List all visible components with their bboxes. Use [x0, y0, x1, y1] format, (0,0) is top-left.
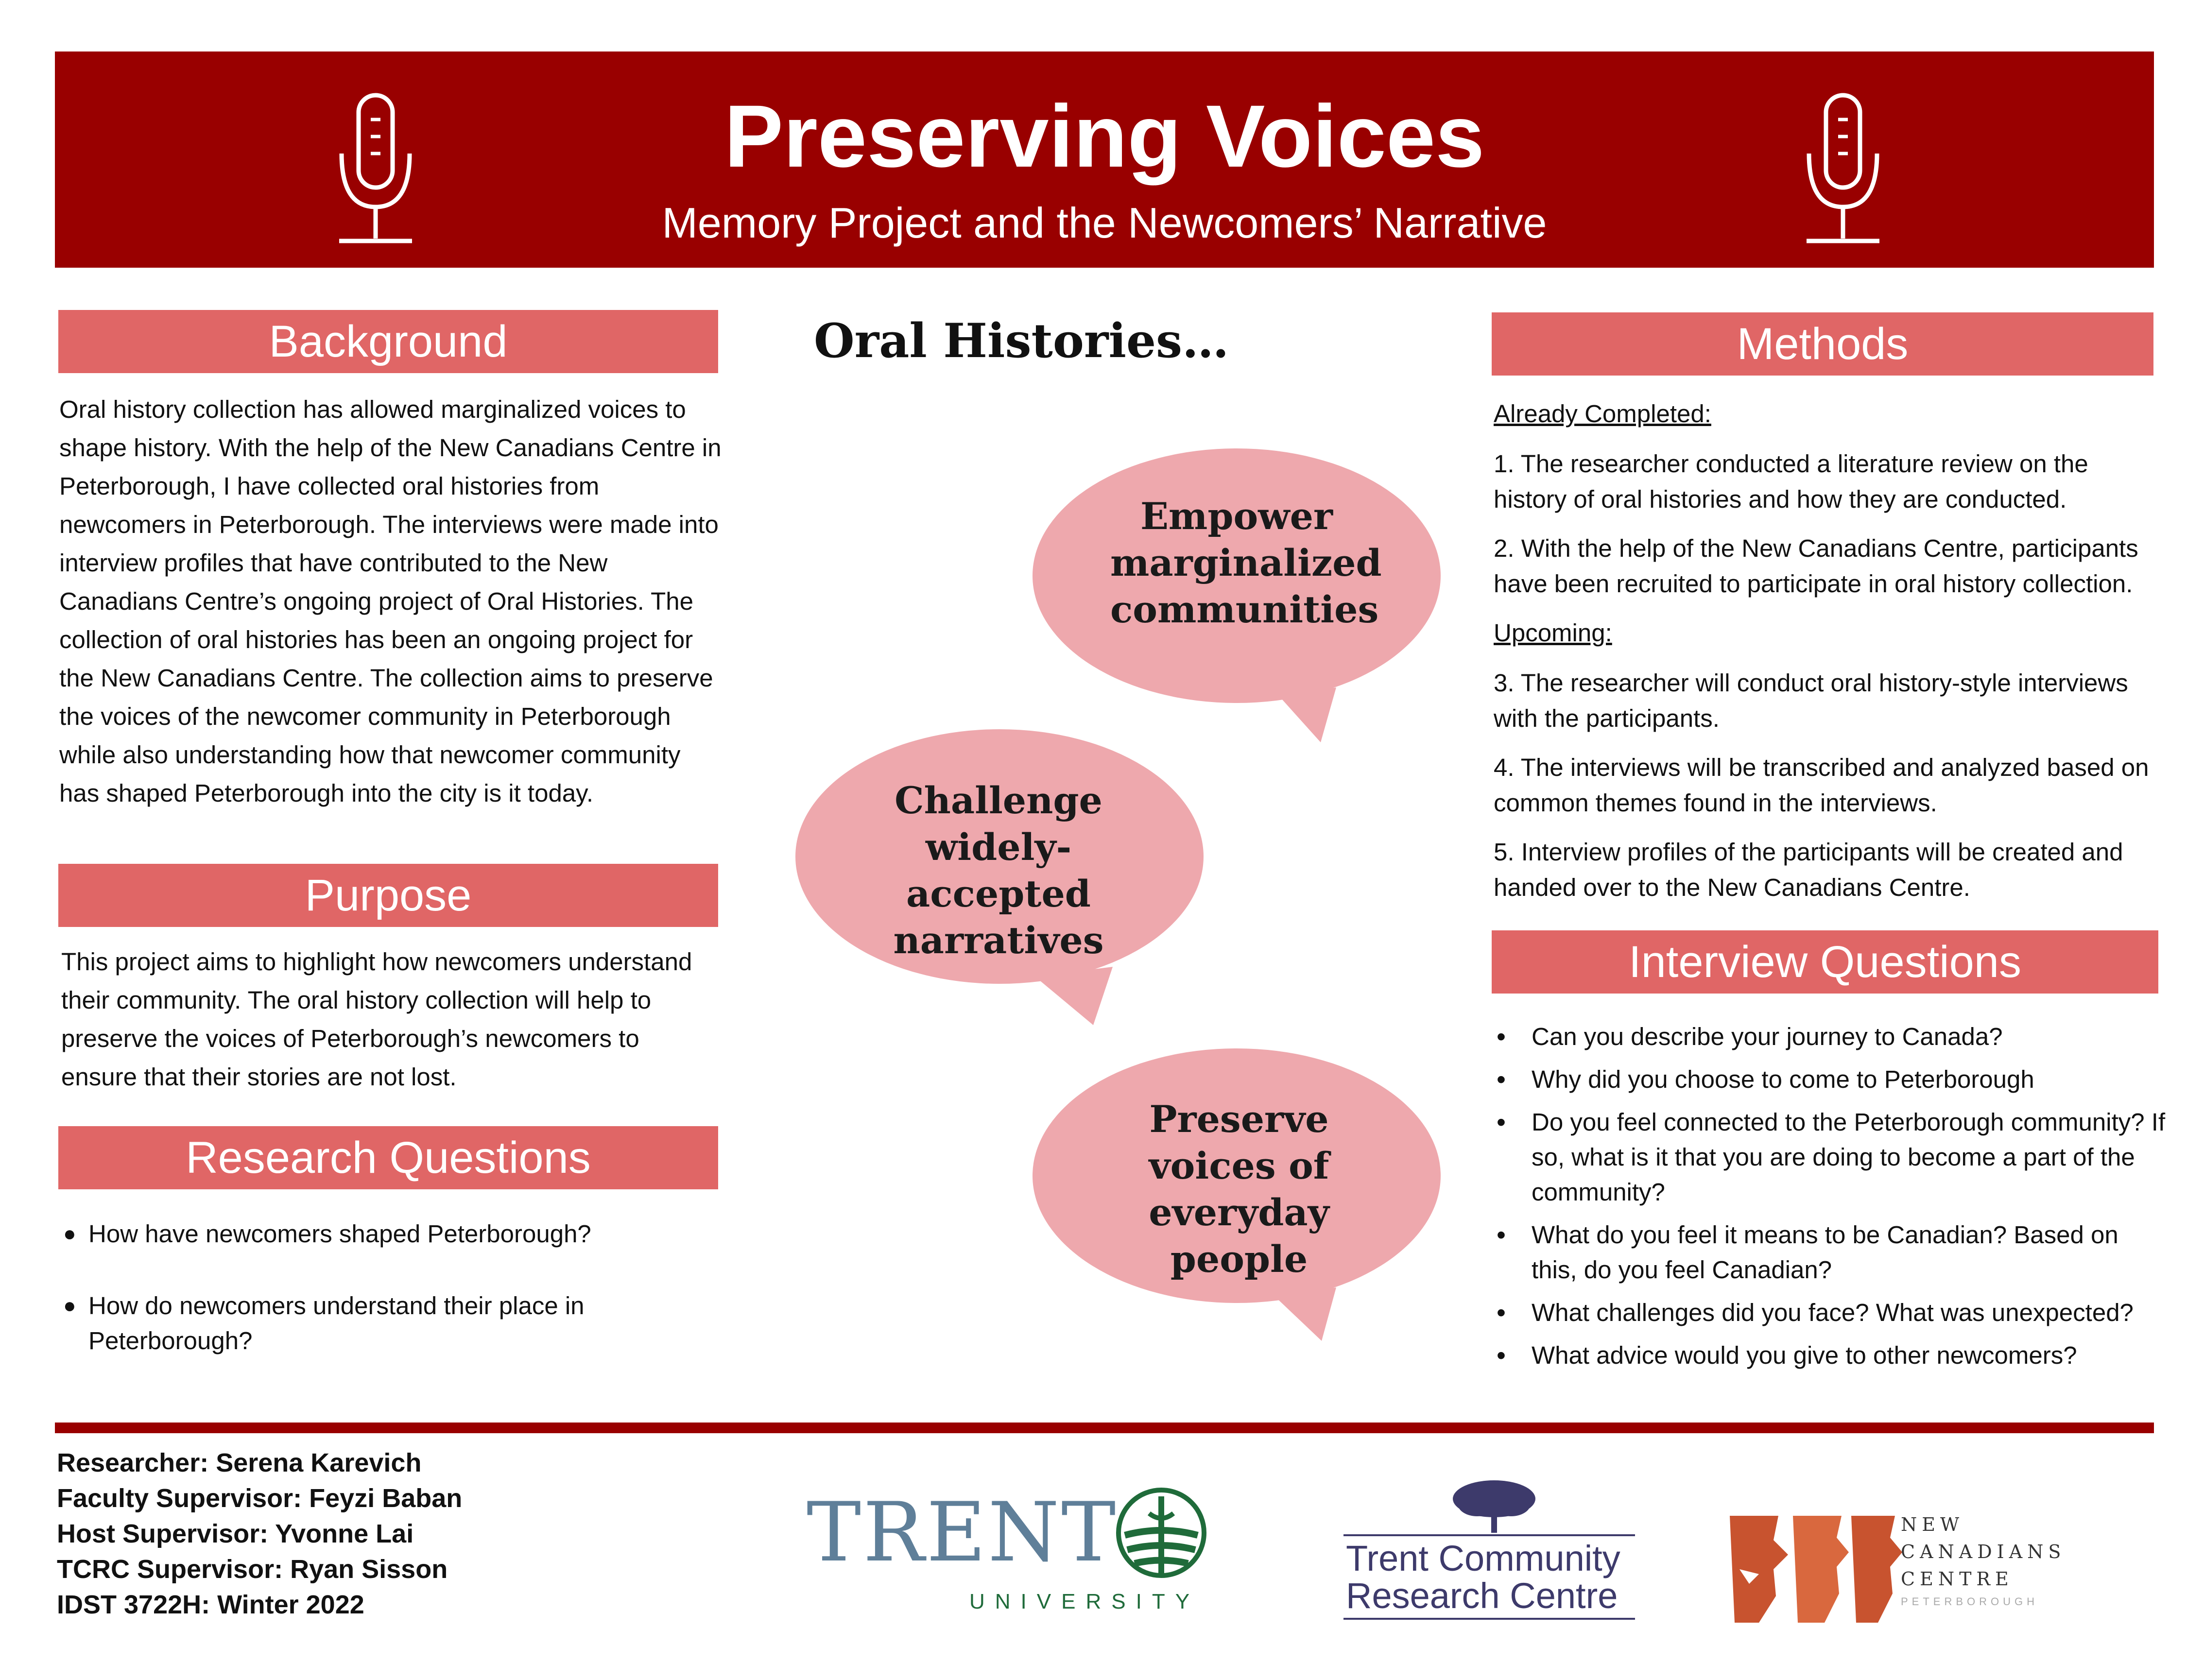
- credit-line: IDST 3722H: Winter 2022: [57, 1590, 364, 1619]
- list-item: • What advice would you give to other newcomers?: [1492, 1338, 2167, 1373]
- already-completed-label: Already Completed:: [1494, 400, 1711, 428]
- microphone-icon: [1802, 90, 1884, 251]
- bubble-challenge: Challenge widely-accepted narratives: [893, 779, 1104, 962]
- credit-line: Faculty Supervisor: Feyzi Baban: [57, 1484, 463, 1513]
- list-item: • What challenges did you face? What was unexpected?: [1492, 1295, 2167, 1330]
- tcrc-logo-line2: Research Centre: [1346, 1576, 1618, 1616]
- purpose-text: This project aims to highlight how newcomers understand their community. The oral history collection will help to preserve the voices of Peterborough’s newcomers to ensure that their stories are not lost.: [61, 948, 692, 1091]
- list-item: • Why did you choose to come to Peterborough: [1492, 1062, 2167, 1097]
- poster-title: Preserving Voices: [724, 86, 1485, 186]
- credit-line: Host Supervisor: Yvonne Lai: [57, 1519, 414, 1548]
- ncc-line2: CANADIANS: [1901, 1541, 2066, 1562]
- poster-subtitle: Memory Project and the Newcomers’ Narrative: [662, 199, 1547, 247]
- list-item: • Do you feel connected to the Peterborough community? If so, what is it that you are doing to become a part of the community?: [1492, 1105, 2167, 1210]
- new-canadians-centre-logo: [1720, 1511, 2070, 1628]
- methods-body: [1494, 396, 2160, 905]
- purpose-heading: Purpose: [58, 864, 718, 927]
- footer-divider: [55, 1423, 2154, 1433]
- list-item: • Can you describe your journey to Canada?: [1492, 1019, 2167, 1054]
- background-text: Oral history collection has allowed marginalized voices to shape history. With the help of the New Canadians Centre in Peterborough, I have collected oral histories from newcomers in Peterborough. The interviews were made into interview profiles that have contributed to the New Canadians Centre’s ongoing project of Oral Histories. The collection of oral histories has been an ongoing project for the New Canadians Centre. The collection aims to preserve the voices of the newcomer community in Peterborough while also understanding how that newcomer community has shaped Peterborough into the city is it today.: [59, 395, 722, 807]
- research-questions-heading: Research Questions: [58, 1126, 718, 1189]
- credit-line: TCRC Supervisor: Ryan Sisson: [57, 1555, 448, 1584]
- trent-university-logo: [807, 1487, 1210, 1618]
- header-banner: [55, 51, 2154, 268]
- list-item: • What do you feel it means to be Canadian? Based on this, do you feel Canadian?: [1492, 1217, 2167, 1287]
- upcoming-label: Upcoming:: [1494, 619, 1612, 647]
- credit-line: Researcher: Serena Karevich: [57, 1448, 422, 1477]
- method-step: 3. The researcher will conduct oral history-style interviews with the participants.: [1494, 669, 2128, 732]
- tcrc-top-rule: [1343, 1534, 1635, 1536]
- tree-icon: [1450, 1477, 1538, 1535]
- background-heading: Background: [58, 310, 718, 373]
- ncc-line3: CENTRE: [1901, 1568, 2014, 1590]
- interview-questions-list: [1492, 1019, 2167, 1381]
- bubble-empower: Empower marginalized communities: [1110, 495, 1382, 631]
- interview-questions-heading: Interview Questions: [1492, 930, 2158, 994]
- tcrc-logo: [1341, 1477, 1642, 1623]
- tcrc-bottom-rule: [1343, 1618, 1635, 1620]
- ncc-line4: PETERBOROUGH: [1901, 1595, 2039, 1608]
- research-questions-list: [58, 1217, 690, 1358]
- list-item: ● How do newcomers understand their place in Peterborough?: [58, 1288, 690, 1358]
- trent-logo-subtext: UNIVERSITY: [969, 1590, 1200, 1613]
- method-step: 4. The interviews will be transcribed and analyzed based on common themes found in the interviews.: [1494, 754, 2149, 817]
- methods-heading: Methods: [1492, 312, 2153, 376]
- oral-histories-title: Oral Histories…: [814, 313, 1229, 368]
- faces-silhouette-icon: [1720, 1511, 1905, 1628]
- bubble-preserve: Preserve voices of everyday people: [1149, 1097, 1329, 1281]
- ncc-line1: NEW: [1901, 1514, 1964, 1535]
- credits: [57, 1445, 640, 1623]
- method-step: 2. With the help of the New Canadians Centre, participants have been recruited to participate in oral history collection.: [1494, 534, 2138, 598]
- list-item: ● How have newcomers shaped Peterborough?: [58, 1217, 690, 1251]
- trent-crest-icon: [1115, 1487, 1207, 1579]
- method-step: 1. The researcher conducted a literature review on the history of oral histories and how they are conducted.: [1494, 450, 2088, 513]
- trent-logo-wordmark: TRENT: [807, 1485, 1118, 1580]
- method-step: 5. Interview profiles of the participants will be created and handed over to the New Canadians Centre.: [1494, 838, 2123, 901]
- tcrc-logo-line1: Trent Community: [1346, 1538, 1620, 1578]
